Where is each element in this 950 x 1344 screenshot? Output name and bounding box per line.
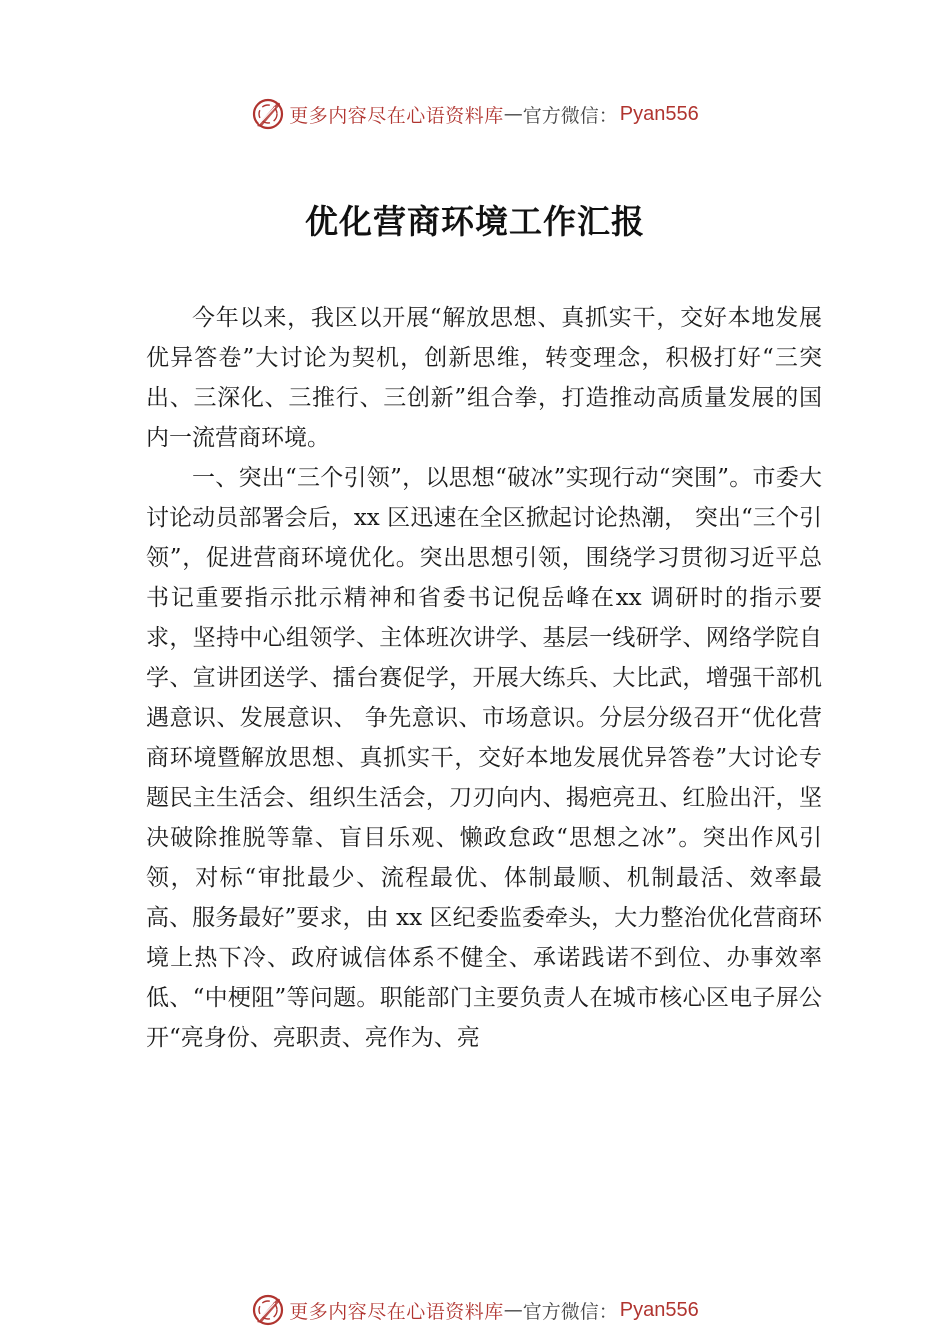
banner-brand-text: 更多内容尽在心语资料库	[289, 104, 504, 127]
footer-banner	[0, 1290, 950, 1330]
banner-separator: —	[503, 103, 523, 125]
document-body	[146, 298, 822, 1058]
quill-logo-icon	[251, 1293, 285, 1327]
quill-logo-icon	[251, 97, 285, 131]
banner-wechat-label: 官方微信：	[522, 1300, 618, 1323]
document-title: 优化营商环境工作汇报	[305, 202, 645, 241]
body-paragraph-section-one: 一、突出“三个引领”，以思想“破冰”实现行动“突围”。市委大讨论动员部署会后，xx 区迅速在全区掀起讨论热潮， 突出“三个引领”，促进营商环境优化。突出思想引领，围绕学习贯彻习近平总书记重要指示批示精神和省委书记倪岳峰在xx 调研时的指示要求，坚持中心组领学、主体班次讲学、基层一线研学、网络学院自学、宣讲团送学、擂台赛促学，开展大练兵、大比武，增强干部机遇意识、发展意识、 争先意识、市场意识。分层分级召开“优化营商环境暨解放思想、真抓实干，交好本地发展优异答卷”大讨论专题民主生活会、组织生活会，刀刃向内、揭疤亮丑、红脸出汗，坚决破除推脱等靠、盲目乐观、懒政怠政“思想之冰”。突出作风引领，对标“审批最少、流程最优、体制最顺、机制最活、效率最高、服务最好”要求，由 xx 区纪委监委牵头，大力整治优化营商环境上热下冷、政府诚信体系不健全、承诺践诺不到位、办事效率低、“中梗阻”等问题。职能部门主要负责人在城市核心区电子屏公开“亮身份、亮职责、亮作为、亮	[146, 465, 822, 1051]
banner-brand-text: 更多内容尽在心语资料库	[289, 1300, 504, 1323]
body-paragraph-intro: 今年以来，我区以开展“解放思想、真抓实干，交好本地发展优异答卷”大讨论为契机，创新思维，转变理念，积极打好“三突出、三深化、三推行、三创新”组合拳，打造推动高质量发展的国内一流营商环境。	[146, 305, 822, 451]
banner-wechat-label: 官方微信：	[522, 104, 618, 127]
banner-wechat-id: Pyan556	[619, 102, 699, 125]
banner-wechat-id: Pyan556	[619, 1298, 699, 1321]
header-banner	[0, 94, 950, 134]
banner-separator: —	[503, 1299, 523, 1321]
